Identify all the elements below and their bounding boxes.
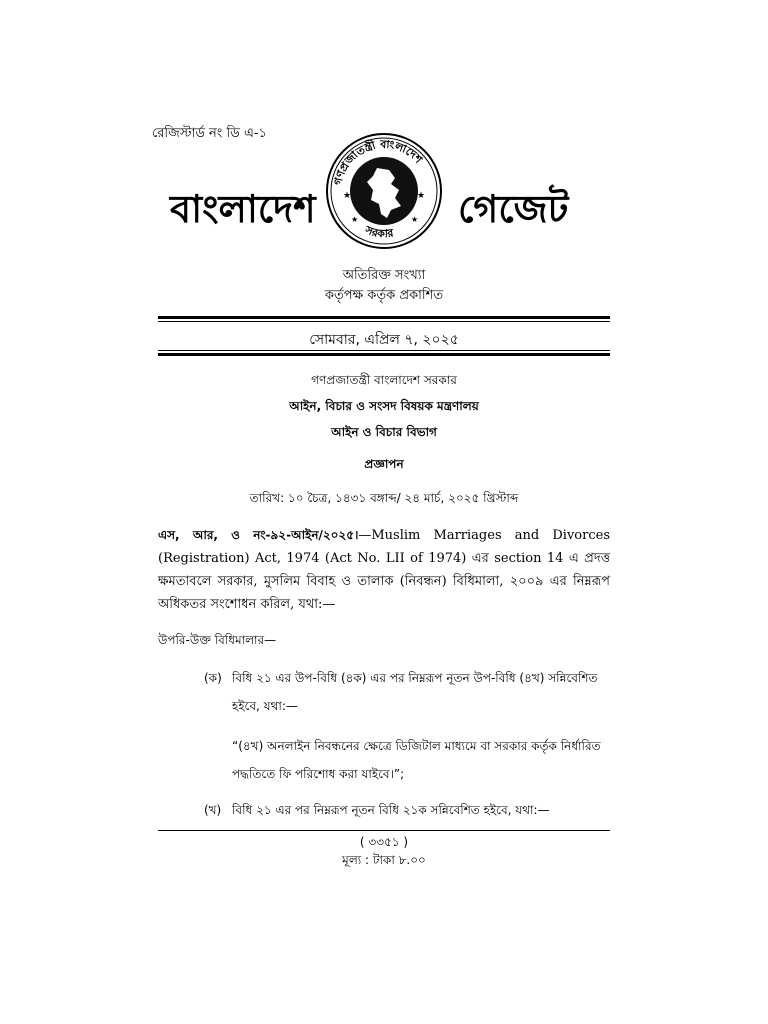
item-kha-text: বিধি ২১ এর পর নিম্নরূপ নূতন বিধি ২১ক সন্নিবেশিত হইবে, যথা:— xyxy=(232,803,550,817)
extra-issue-label: অতিরিক্ত সংখ্যা xyxy=(342,268,426,283)
top-rule-thin xyxy=(158,321,610,322)
page-number: ( ৩৩৫১ ) xyxy=(359,835,409,849)
svg-text:সরকার: সরকার xyxy=(363,223,395,241)
notice-date: তারিখ: ১০ চৈত্র, ১৪৩১ বঙ্গাব্দ/ ২৪ মার্চ, ২০২৫ খ্রিস্টাব্দ xyxy=(249,491,519,505)
svg-text:★: ★ xyxy=(417,191,426,201)
gazette-title-right: গেজেট xyxy=(458,187,569,231)
published-by-label: কর্তৃপক্ষ কর্তৃক প্রকাশিত xyxy=(324,288,444,303)
government-seal-icon xyxy=(325,132,443,250)
item-ka-text: বিধি ২১ এর উপ-বিধি (৪ক) এর পর নিম্নরূপ নূতন উপ-বিধি (৪খ) সন্নিবেশিত হইবে, যথা:— xyxy=(232,671,598,713)
gazette-title-left: বাংলাদেশ xyxy=(170,187,316,231)
sro-reference: এস, আর, ও নং-৯২-আইন/২০২৫। xyxy=(158,528,359,542)
svg-text:★: ★ xyxy=(411,215,419,224)
svg-text:★: ★ xyxy=(351,215,359,224)
government-name: গণপ্রজাতন্ত্রী বাংলাদেশ সরকার xyxy=(311,373,457,387)
division-name: আইন ও বিচার বিভাগ xyxy=(331,425,437,439)
registered-number: রেজিস্টার্ড নং ডি এ-১ xyxy=(152,126,267,141)
price-label: মূল্য : টাকা ৮.০০ xyxy=(342,853,426,867)
main-paragraph xyxy=(158,524,610,616)
svg-text:★: ★ xyxy=(343,191,352,201)
date-rule-thick xyxy=(158,353,610,356)
top-rule-thick xyxy=(158,316,610,319)
item-kha-marker: (খ) xyxy=(204,803,222,817)
ministry-name: আইন, বিচার ও সংসদ বিষয়ক মন্ত্রণালয় xyxy=(289,399,479,413)
gazette-date: সোমবার, এপ্রিল ৭, ২০২৫ xyxy=(309,332,459,348)
quoted-subrule: “(৪খ) অনলাইন নিবন্ধনের ক্ষেত্রে ডিজিটাল মাধ্যমে বা সরকার কর্তৃক নির্ধারিত পদ্ধতিতে ফি পরিশোধ করা যাইবে।”; xyxy=(232,739,601,781)
footer-rule xyxy=(158,830,610,831)
paragraph-text: —Muslim Marriages and Divorces (Registration) Act, 1974 (Act No. LII of 1974) এর section 14 এ প্রদত্ত ক্ষমতাবলে সরকার, মুসলিম বিবাহ ও তালাক (নিবন্ধন) বিধিমালা, ২০০৯ এর নিম্নরূপ অধিকতর সংশোধন করিল, যথা:— xyxy=(158,528,610,612)
date-rule-thin xyxy=(158,350,610,351)
intro-text: উপরি-উক্ত বিধিমালার— xyxy=(158,633,277,647)
notice-heading: প্রজ্ঞাপন xyxy=(364,457,404,471)
item-ka-marker: (ক) xyxy=(204,671,222,685)
svg-text:গণপ্রজাতন্ত্রী বাংলাদেশ: গণপ্রজাতন্ত্রী বাংলাদেশ xyxy=(331,137,425,187)
